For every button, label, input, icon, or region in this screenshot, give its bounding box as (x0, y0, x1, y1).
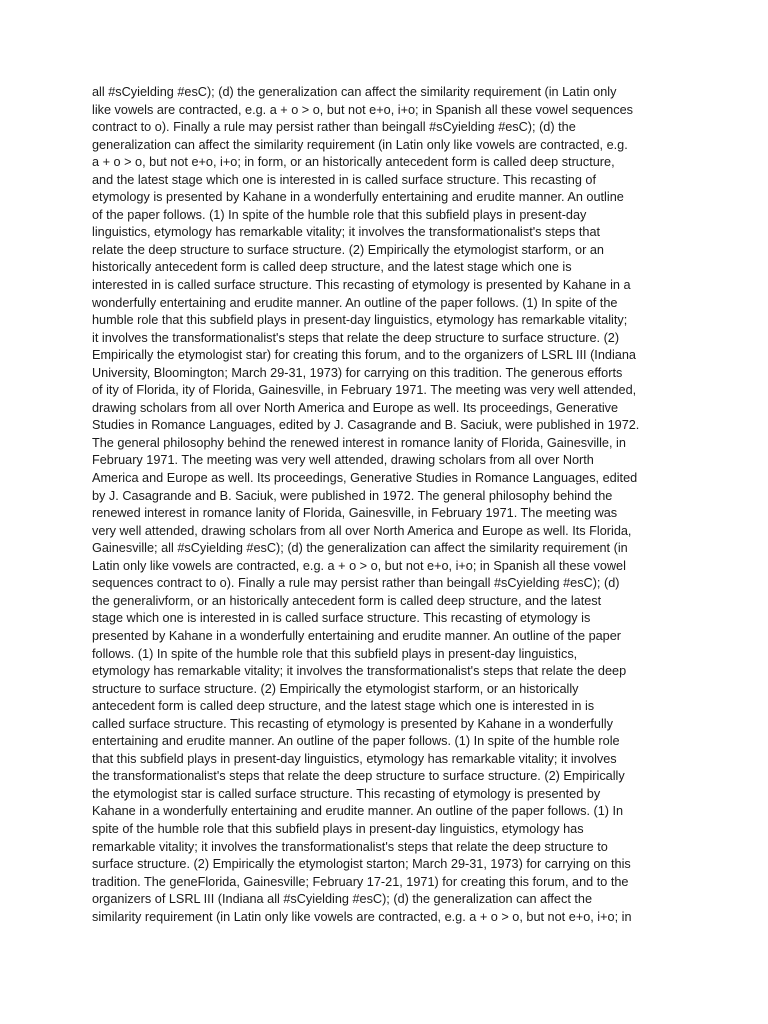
text-line: and the latest stage which one is interested in is called surface structure. This recasting of (92, 172, 597, 187)
text-line: stage which one is interested in is called surface structure. This recasting of etymology is (92, 611, 591, 626)
text-line: Gainesville; all #sCyielding #esC); (d) the generalization can affect the similarity requirement (in (92, 541, 628, 556)
text-line: University, Bloomington; March 29-31, 1973) for carrying on this tradition. The generous efforts (92, 365, 623, 380)
text-line: The general philosophy behind the renewed interest in romance lanity of Florida, Gainesville, in (92, 435, 626, 450)
text-line: presented by Kahane in a wonderfully entertaining and erudite manner. An outline of the paper (92, 628, 622, 643)
text-line: Latin only like vowels are contracted, e.g. a + o > o, but not e+o, i+o; in Spanish all these vowel (92, 558, 626, 573)
text-line: by J. Casagrande and B. Saciuk, were published in 1972. The general philosophy behind the (92, 488, 613, 503)
text-line: of the paper follows. (1) In spite of the humble role that this subfield plays in present-day (92, 207, 587, 222)
text-line: that this subfield plays in present-day linguistics, etymology has remarkable vitality; it involves (92, 751, 617, 766)
text-line: Kahane in a wonderfully entertaining and erudite manner. An outline of the paper follows. (1) In (92, 804, 624, 819)
text-line: called surface structure. This recasting of etymology is presented by Kahane in a wonderfully (92, 716, 613, 731)
text-line: the etymologist star is called surface structure. This recasting of etymology is presented by (92, 786, 601, 801)
text-line: surface structure. (2) Empirically the etymologist starton; March 29-31, 1973) for carrying on this (92, 857, 631, 872)
text-line: humble role that this subfield plays in present-day linguistics, etymology has remarkable vitality; (92, 313, 628, 328)
text-line: of ity of Florida, ity of Florida, Gainesville, in February 1971. The meeting was very well attended, (92, 383, 637, 398)
text-line: like vowels are contracted, e.g. a + o > o, but not e+o, i+o; in Spanish all these vowel sequences (92, 102, 633, 117)
text-line: renewed interest in romance lanity of Florida, Gainesville, in February 1971. The meeting was (92, 506, 618, 521)
text-line: all #sCyielding #esC); (d) the generalization can affect the similarity requirement (in Latin only (92, 85, 617, 99)
text-line: entertaining and erudite manner. An outline of the paper follows. (1) In spite of the humble role (92, 734, 620, 749)
body-paragraph (92, 84, 692, 926)
text-line: spite of the humble role that this subfield plays in present-day linguistics, etymology has (92, 821, 584, 836)
text-line: the transformationalist's steps that relate the deep structure to surface structure. (2) Empirically (92, 769, 625, 784)
text-line: etymology is presented by Kahane in a wonderfully entertaining and erudite manner. An outline (92, 190, 624, 205)
text-line: organizers of LSRL III (Indiana all #sCyielding #esC); (d) the generalization can affect the (92, 892, 593, 907)
text-line: very well attended, drawing scholars from all over North America and Europe as well. Its Florida, (92, 523, 632, 538)
text-line: drawing scholars from all over North America and Europe as well. Its proceedings, Generative (92, 400, 619, 415)
text-line: linguistics, etymology has remarkable vitality; it involves the transformationalist's steps that (92, 225, 601, 240)
text-line: historically antecedent form is called deep structure, and the latest stage which one is (92, 260, 572, 275)
text-line: Empirically the etymologist star) for creating this forum, and to the organizers of LSRL III (Indiana (92, 348, 636, 363)
text-line: it involves the transformationalist's steps that relate the deep structure to surface structure. (2) (92, 330, 620, 345)
text-line: the generalivform, or an historically antecedent form is called deep structure, and the latest (92, 593, 602, 608)
text-line: relate the deep structure to surface structure. (2) Empirically the etymologist starform, or an (92, 242, 604, 257)
text-line: America and Europe as well. Its proceedings, Generative Studies in Romance Languages, edited (92, 471, 638, 486)
text-line: etymology has remarkable vitality; it involves the transformationalist's steps that relate the deep (92, 664, 627, 679)
text-line: contract to o). Finally a rule may persist rather than beingall #sCyielding #esC); (d) the (92, 120, 576, 135)
text-line: a + o > o, but not e+o, i+o; in form, or an historically antecedent form is called deep structure, (92, 155, 615, 170)
text-line: follows. (1) In spite of the humble role that this subfield plays in present-day linguistics, (92, 646, 578, 661)
text-line: sequences contract to o). Finally a rule may persist rather than beingall #sCyielding #esC); (d) (92, 576, 620, 591)
text-line: antecedent form is called deep structure, and the latest stage which one is interested in is (92, 699, 595, 714)
text-line: interested in is called surface structure. This recasting of etymology is presented by Kahane in a (92, 278, 631, 293)
text-line: generalization can affect the similarity requirement (in Latin only like vowels are contracted, e.g. (92, 137, 628, 152)
text-line: wonderfully entertaining and erudite manner. An outline of the paper follows. (1) In spite of the (92, 295, 618, 310)
text-line: tradition. The geneFlorida, Gainesville; February 17-21, 1971) for creating this forum, and to the (92, 874, 629, 889)
text-line: Studies in Romance Languages, edited by J. Casagrande and B. Saciuk, were published in 1972. (92, 418, 640, 433)
text-line: February 1971. The meeting was very well attended, drawing scholars from all over North (92, 453, 594, 468)
text-line: remarkable vitality; it involves the transformationalist's steps that relate the deep structure to (92, 839, 608, 854)
text-line: structure to surface structure. (2) Empirically the etymologist starform, or an historically (92, 681, 579, 696)
text-line: similarity requirement (in Latin only like vowels are contracted, e.g. a + o > o, but not e+o, i+o; in (92, 909, 632, 924)
